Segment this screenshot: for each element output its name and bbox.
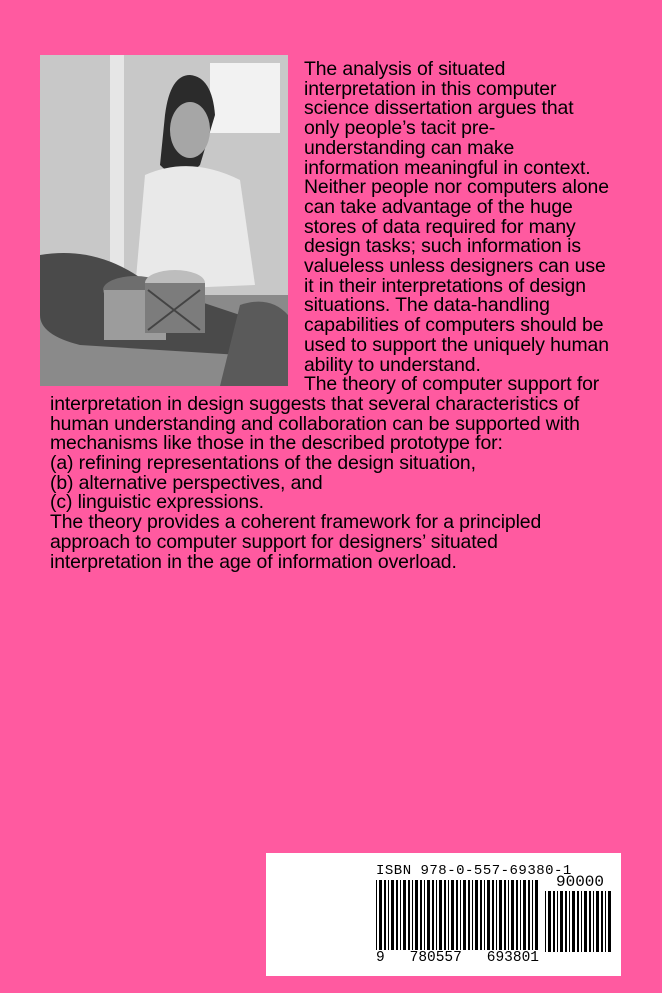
- barcode-bar: [427, 880, 430, 952]
- barcode-bar: [496, 880, 497, 952]
- barcode-bar: [436, 880, 437, 952]
- barcode-bar: [593, 891, 594, 952]
- barcode-bar: [601, 891, 603, 952]
- barcode-bar: [480, 880, 482, 952]
- barcode-bar: [432, 880, 434, 952]
- barcode-bar: [388, 880, 389, 952]
- barcode-bar: [565, 891, 567, 952]
- barcode-bar: [468, 880, 470, 952]
- barcode-bar: [376, 880, 377, 952]
- barcode-bar: [605, 891, 606, 952]
- back-cover-text: [50, 60, 610, 572]
- barcode-bar: [487, 880, 490, 952]
- barcode-bar: [508, 880, 509, 952]
- barcode-bar: [596, 891, 599, 952]
- barcode-bar: [523, 880, 526, 952]
- paragraph-intro: The analysis of situated interpretation in this computer science dissertation argues that only people’s tacit pre-understanding can make information meaningful in context.: [304, 58, 591, 179]
- isbn-label: ISBN 978-0-557-69380-1: [376, 863, 572, 879]
- barcode-bar: [400, 880, 401, 952]
- barcode-bar: [569, 891, 570, 952]
- barcode-bar: [448, 880, 449, 952]
- barcode-bar: [391, 880, 394, 952]
- barcode-bar: [408, 880, 410, 952]
- barcode-bar: [384, 880, 386, 952]
- paragraph-theory: The theory of computer support for interpretation in design suggests that several characteristics of human understanding and collaboration can be supported with mechanisms like those in the described prototype for:: [50, 373, 600, 455]
- barcode-bar: [456, 880, 458, 952]
- barcode-bar: [444, 880, 446, 952]
- barcode-bar: [499, 880, 502, 952]
- barcode-bar: [560, 891, 563, 952]
- barcode-bar: [379, 880, 382, 952]
- barcode-bar: [535, 880, 538, 952]
- barcode-bar: [504, 880, 506, 952]
- barcode-bar: [520, 880, 521, 952]
- isbn-barcode-bars: [376, 880, 539, 952]
- list-item-c: (c) linguistic expressions.: [50, 491, 264, 514]
- barcode-bar: [484, 880, 485, 952]
- barcode-bar: [516, 880, 518, 952]
- barcode-bar: [439, 880, 442, 952]
- barcode-bar: [572, 891, 575, 952]
- barcode-bar: [463, 880, 466, 952]
- list-item-a: (a) refining representations of the design situation,: [50, 452, 476, 475]
- barcode-bar: [424, 880, 425, 952]
- paragraph-framework: The theory provides a coherent framework for a principled approach to computer support for designers’ situated interpretation in the age of information overload.: [50, 511, 542, 573]
- barcode-bar: [403, 880, 406, 952]
- barcode-bar: [492, 880, 494, 952]
- barcode-bar: [548, 891, 551, 952]
- barcode-digit-lead: 9: [376, 950, 385, 966]
- barcode-digits-left: 780557: [409, 950, 462, 966]
- barcode-bar: [584, 891, 587, 952]
- barcode-bar: [608, 891, 611, 952]
- barcode-bar: [581, 891, 582, 952]
- barcode-bar: [420, 880, 422, 952]
- barcode-bar: [553, 891, 555, 952]
- barcode-bar: [475, 880, 478, 952]
- price-barcode-bars: [545, 891, 611, 952]
- barcode-bar: [451, 880, 454, 952]
- barcode-digits: [376, 950, 539, 966]
- barcode-bar: [545, 891, 546, 952]
- barcode-bar: [396, 880, 398, 952]
- list-item-b: (b) alternative perspectives, and: [50, 471, 323, 494]
- price-code: 90000: [556, 873, 605, 891]
- barcode-bar: [511, 880, 514, 952]
- barcode-bar: [532, 880, 533, 952]
- barcode-bar: [577, 891, 579, 952]
- barcode-bar: [528, 880, 530, 952]
- barcode-bar: [415, 880, 418, 952]
- barcode-bar: [472, 880, 473, 952]
- barcode-bar: [412, 880, 413, 952]
- barcode-bar: [460, 880, 461, 952]
- barcode-bar: [589, 891, 591, 952]
- paragraph-people-computers: Neither people nor computers alone can take advantage of the huge stores of data required for many design tasks; such information is valueless unless designers can use it in their interpretations of design situations. The data-handling capabilities of computers should be used to support the uniquely human ability to understand.: [304, 176, 609, 376]
- barcode-bar: [557, 891, 558, 952]
- barcode-digits-right: 693801: [486, 950, 539, 966]
